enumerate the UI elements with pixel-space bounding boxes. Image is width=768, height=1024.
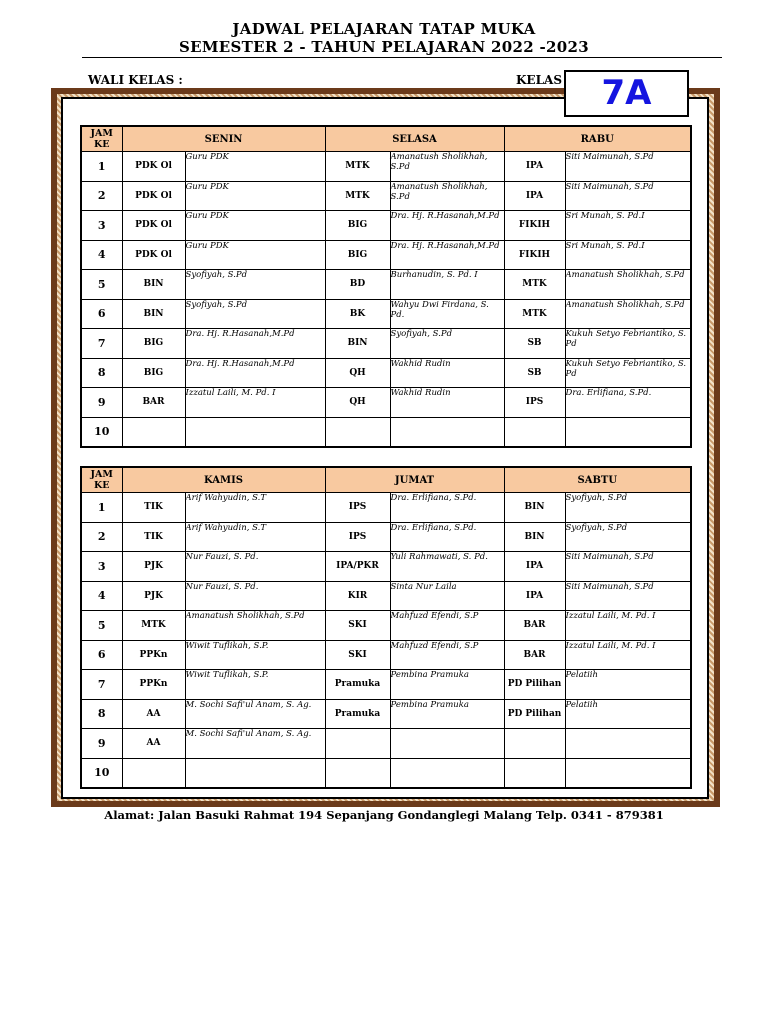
jam-number: 1 [81,493,122,523]
subject-cell: SKI [325,640,390,670]
table-row [81,581,691,611]
teacher-cell: Siti Maimunah, S.Pd [565,152,691,182]
subject-cell: BAR [504,640,565,670]
subject-cell: Pramuka [325,699,390,729]
subject-cell [325,417,390,447]
table-row [81,670,691,700]
table-row [81,152,691,182]
jam-number: 5 [81,270,122,300]
class-badge: 7A [564,70,689,117]
subject-cell: FIKIH [504,240,565,270]
jam-number: 3 [81,211,122,241]
teacher-cell: Pembina Pramuka [390,670,504,700]
subject-cell: BIN [504,493,565,523]
jam-number: 1 [81,152,122,182]
teacher-cell [390,758,504,788]
jam-ke-header [81,126,122,152]
subject-cell: FIKIH [504,211,565,241]
subject-cell: BAR [122,388,185,418]
teacher-cell: Pelatiih [565,699,691,729]
jam-header-line2: KE [94,139,110,150]
table-row [81,181,691,211]
table-row [81,611,691,641]
teacher-cell: Dra. Erlifiana, S.Pd. [390,522,504,552]
subject-cell: PPKn [122,670,185,700]
day-header-rabu: RABU [504,126,691,152]
subject-cell: AA [122,729,185,759]
table-row [81,240,691,270]
teacher-cell: Dra. Erlifiana, S.Pd. [565,388,691,418]
subject-cell: PJK [122,581,185,611]
subject-cell: TIK [122,493,185,523]
title-divider [82,57,722,58]
teacher-cell: M. Sochi Safi'ul Anam, S. Ag. [185,699,325,729]
teacher-cell: Wiwit Tuflikah, S.P. [185,670,325,700]
kelas-label: KELAS [516,73,562,87]
subject-cell: QH [325,358,390,388]
table-row [81,699,691,729]
teacher-cell: Izzatul Laili, M. Pd. I [565,640,691,670]
jam-number: 6 [81,640,122,670]
jam-number: 3 [81,552,122,582]
jam-number: 10 [81,758,122,788]
subject-cell: SB [504,358,565,388]
subject-cell: MTK [504,299,565,329]
teacher-cell: Amanatush Sholikhah, S.Pd [390,181,504,211]
table-row [81,388,691,418]
teacher-cell: Yuli Rahmawati, S. Pd. [390,552,504,582]
teacher-cell [185,417,325,447]
table-row [81,270,691,300]
subject-cell: BIG [325,240,390,270]
teacher-cell: Syofiyah, S.Pd [185,299,325,329]
jam-header-line1: JAM [90,128,113,139]
teacher-cell: Dra. Hj. R.Hasanah,M.Pd [185,358,325,388]
subject-cell: KIR [325,581,390,611]
subject-cell [122,417,185,447]
subject-cell [325,758,390,788]
subject-cell: BIN [122,270,185,300]
teacher-cell: Dra. Erlifiana, S.Pd. [390,493,504,523]
subject-cell: AA [122,699,185,729]
subject-cell: TIK [122,522,185,552]
table-row [81,640,691,670]
subject-cell [122,758,185,788]
teacher-cell: Izzatul Laili, M. Pd. I [565,611,691,641]
teacher-cell [185,758,325,788]
teacher-cell: Pelatiih [565,670,691,700]
teacher-cell: Wakhid Rudin [390,358,504,388]
day-header-senin: SENIN [122,126,325,152]
teacher-cell: Kukuh Setyo Febriantiko, S. Pd [565,329,691,359]
table-row [81,329,691,359]
subject-cell: IPA [504,581,565,611]
subject-cell: IPA/PKR [325,552,390,582]
teacher-cell: Amanatush Sholikhah, S.Pd [390,152,504,182]
subject-cell: MTK [122,611,185,641]
table-row [81,358,691,388]
teacher-cell: Dra. Hj. R.Hasanah,M.Pd [185,329,325,359]
subject-cell [504,417,565,447]
subject-cell: MTK [504,270,565,300]
jam-number: 4 [81,581,122,611]
jam-number: 4 [81,240,122,270]
subject-cell: PPKn [122,640,185,670]
teacher-cell: Syofiyah, S.Pd [390,329,504,359]
subject-cell: PD Pilihan [504,670,565,700]
teacher-cell [390,417,504,447]
teacher-cell: Wiwit Tuflikah, S.P. [185,640,325,670]
teacher-cell: Siti Maimunah, S.Pd [565,552,691,582]
teacher-cell: Mahfuzd Efendi, S.P [390,640,504,670]
jam-number: 9 [81,388,122,418]
teacher-cell: Guru PDK [185,211,325,241]
table-row [81,729,691,759]
table-row [81,299,691,329]
teacher-cell: Sinta Nur Laila [390,581,504,611]
table-row [81,493,691,523]
day-header-sabtu: SABTU [504,467,691,493]
subject-cell: PDK Ol [122,240,185,270]
jam-number: 10 [81,417,122,447]
semester-subtitle: SEMESTER 2 - TAHUN PELAJARAN 2022 -2023 [178,38,589,56]
subject-cell: IPS [325,493,390,523]
teacher-cell: Siti Maimunah, S.Pd [565,181,691,211]
teacher-cell: Wakhid Rudin [390,388,504,418]
teacher-cell [565,729,691,759]
table-row [81,522,691,552]
teacher-cell [565,417,691,447]
teacher-cell: Izzatul Laili, M. Pd. I [185,388,325,418]
jam-number: 7 [81,670,122,700]
teacher-cell [565,758,691,788]
table-row [81,417,691,447]
subject-cell [504,729,565,759]
subject-cell: IPS [504,388,565,418]
school-address: Alamat: Jalan Basuki Rahmat 194 Sepanjang Gondanglegi Malang Telp. 0341 - 879381 [104,808,664,822]
jam-header-line2: KE [94,480,110,491]
teacher-cell: Syofiyah, S.Pd [185,270,325,300]
teacher-cell: Sri Munah, S. Pd.I [565,211,691,241]
table-row [81,758,691,788]
subject-cell: BIG [122,329,185,359]
teacher-cell: Wahyu Dwi Firdana, S. Pd. [390,299,504,329]
table-row [81,552,691,582]
subject-cell: BIN [504,522,565,552]
subject-cell: IPS [325,522,390,552]
subject-cell: IPA [504,552,565,582]
teacher-cell: Kukuh Setyo Febriantiko, S. Pd [565,358,691,388]
subject-cell [325,729,390,759]
teacher-cell: Guru PDK [185,152,325,182]
jam-number: 2 [81,181,122,211]
jam-number: 7 [81,329,122,359]
teacher-cell: Syofiyah, S.Pd [565,493,691,523]
teacher-cell: Amanatush Sholikhah, S.Pd [565,270,691,300]
subject-cell: Pramuka [325,670,390,700]
teacher-cell: Syofiyah, S.Pd [565,522,691,552]
subject-cell [504,758,565,788]
teacher-cell: Guru PDK [185,181,325,211]
teacher-cell: Amanatush Sholikhah, S.Pd [565,299,691,329]
jam-number: 2 [81,522,122,552]
teacher-cell: Arif Wahyudin, S.T [185,522,325,552]
wali-kelas-label: WALI KELAS : [88,73,183,87]
jam-number: 5 [81,611,122,641]
subject-cell: MTK [325,152,390,182]
subject-cell: BIG [325,211,390,241]
subject-cell: BD [325,270,390,300]
teacher-cell: Nur Fauzi, S. Pd. [185,552,325,582]
table-row [81,211,691,241]
subject-cell: PJK [122,552,185,582]
jam-number: 9 [81,729,122,759]
jam-number: 8 [81,358,122,388]
teacher-cell: Pembina Pramuka [390,699,504,729]
teacher-cell: Burhanudin, S. Pd. I [390,270,504,300]
subject-cell: PDK Ol [122,211,185,241]
teacher-cell: Mahfuzd Efendi, S.P [390,611,504,641]
day-header-jumat: JUMAT [325,467,504,493]
subject-cell: SB [504,329,565,359]
teacher-cell: M. Sochi Safi'ul Anam, S. Ag. [185,729,325,759]
subject-cell: BK [325,299,390,329]
jam-number: 6 [81,299,122,329]
subject-cell: IPA [504,152,565,182]
day-header-kamis: KAMIS [122,467,325,493]
subject-cell: BIG [122,358,185,388]
subject-cell: IPA [504,181,565,211]
subject-cell: PDK Ol [122,152,185,182]
jam-header-line1: JAM [90,469,113,480]
schedule-table-senin-rabu [80,125,692,448]
jam-ke-header [81,467,122,493]
teacher-cell: Sri Munah, S. Pd.I [565,240,691,270]
day-header-selasa: SELASA [325,126,504,152]
schedule-table-kamis-sabtu [80,466,692,789]
teacher-cell: Arif Wahyudin, S.T [185,493,325,523]
teacher-cell: Dra. Hj. R.Hasanah,M.Pd [390,240,504,270]
subject-cell: MTK [325,181,390,211]
teacher-cell: Dra. Hj. R.Hasanah,M.Pd [390,211,504,241]
teacher-cell: Nur Fauzi, S. Pd. [185,581,325,611]
teacher-cell: Guru PDK [185,240,325,270]
subject-cell: BAR [504,611,565,641]
teacher-cell [390,729,504,759]
schedule-title: JADWAL PELAJARAN TATAP MUKA [232,20,536,38]
subject-cell: QH [325,388,390,418]
teacher-cell: Amanatush Sholikhah, S.Pd [185,611,325,641]
subject-cell: PDK Ol [122,181,185,211]
subject-cell: SKI [325,611,390,641]
teacher-cell: Siti Maimunah, S.Pd [565,581,691,611]
subject-cell: BIN [122,299,185,329]
subject-cell: PD Pilihan [504,699,565,729]
jam-number: 8 [81,699,122,729]
subject-cell: BIN [325,329,390,359]
